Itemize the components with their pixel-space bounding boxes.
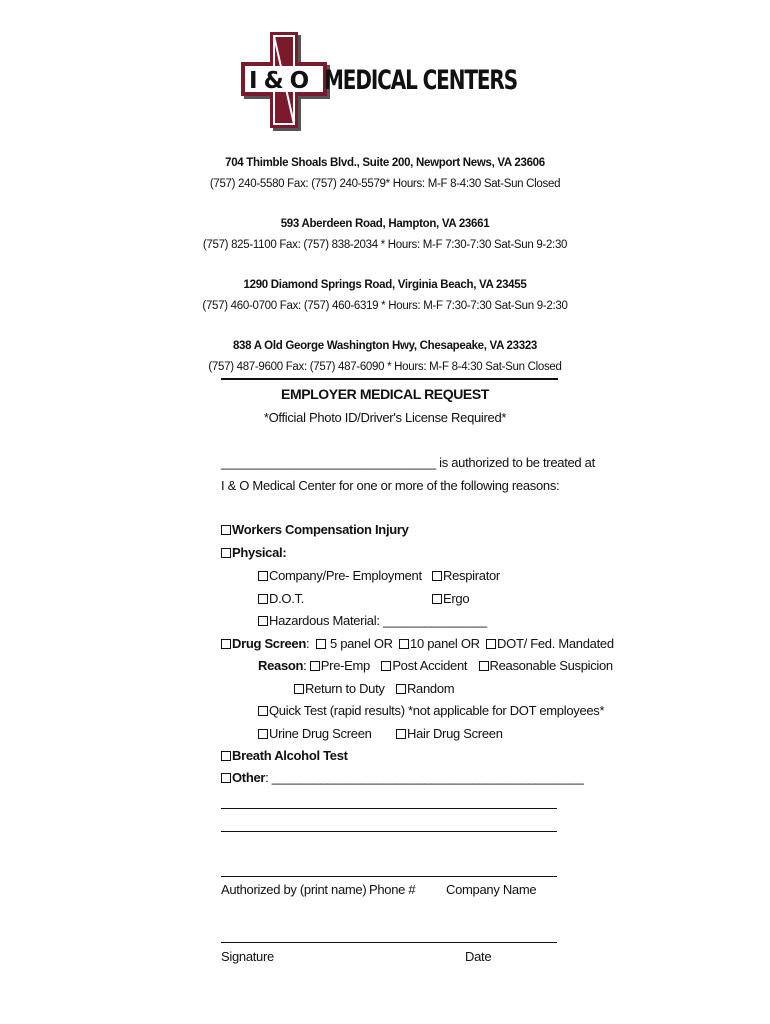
location-3-address: 1290 Diamond Springs Road, Virginia Beach, VA 23455	[243, 279, 527, 291]
physical-option[interactable]	[221, 545, 286, 560]
respirator-checkbox[interactable]	[432, 571, 442, 581]
workers-comp-option[interactable]	[221, 522, 409, 537]
company-name-label: Company Name	[446, 882, 537, 897]
company-pre-option[interactable]	[258, 568, 422, 583]
authorized-by-line[interactable]	[221, 876, 557, 877]
breath-alcohol-label: Breath Alcohol Test	[232, 748, 348, 763]
urine-label: Urine Drug Screen	[269, 726, 372, 741]
drug-screen-row	[221, 636, 614, 651]
phone-label: Phone #	[369, 882, 416, 897]
location-4-contact: (757) 487-9600 Fax: (757) 487-6090 * Hours: M-F 8-4:30 Sat-Sun Closed	[208, 361, 562, 373]
date-label: Date	[465, 949, 492, 964]
company-pre-checkbox[interactable]	[258, 571, 268, 581]
other-label: Other	[232, 770, 266, 785]
pre-emp-label: Pre-Emp	[320, 658, 370, 673]
reason-row-2	[294, 681, 454, 696]
authorization-text: I & O Medical Center for one or more of the following reasons:	[221, 478, 560, 493]
pre-emp-checkbox[interactable]	[310, 661, 320, 671]
urine-checkbox[interactable]	[258, 729, 268, 739]
logo-cross-icon	[236, 32, 526, 132]
workers-comp-checkbox[interactable]	[221, 525, 231, 535]
quick-test-option[interactable]	[258, 703, 604, 718]
ten-panel-label: 10 panel OR	[410, 636, 480, 651]
other-option[interactable]	[221, 770, 584, 785]
reasonable-suspicion-checkbox[interactable]	[479, 661, 489, 671]
signature-label: Signature	[221, 949, 274, 964]
location-1-address: 704 Thimble Shoals Blvd., Suite 200, Newport News, VA 23606	[225, 157, 545, 169]
random-label: Random	[406, 681, 455, 696]
dot-fed-checkbox[interactable]	[486, 639, 496, 649]
svg-text:I & O: I & O	[249, 68, 309, 94]
post-accident-checkbox[interactable]	[381, 661, 391, 671]
hair-option[interactable]	[396, 726, 503, 741]
quick-test-label: Quick Test (rapid results) *not applicable for DOT employees*	[269, 703, 605, 718]
ten-panel-checkbox[interactable]	[399, 639, 409, 649]
five-panel-label: 5 panel OR	[329, 636, 393, 651]
hazardous-option[interactable]	[258, 613, 487, 628]
quick-test-checkbox[interactable]	[258, 706, 268, 716]
five-panel-checkbox[interactable]	[316, 639, 326, 649]
return-to-duty-checkbox[interactable]	[294, 684, 304, 694]
signature-line[interactable]	[221, 942, 557, 943]
other-line[interactable]: : _____________________________________________	[265, 770, 584, 785]
other-line-2[interactable]	[221, 808, 557, 809]
header-divider	[221, 378, 558, 380]
post-accident-label: Post Accident	[392, 658, 468, 673]
return-to-duty-label: Return to Duty	[305, 681, 385, 696]
form-subtitle: *Official Photo ID/Driver's License Required*	[263, 410, 507, 425]
hair-checkbox[interactable]	[396, 729, 406, 739]
location-2-contact: (757) 825-1100 Fax: (757) 838-2034 * Hours: M-F 7:30-7:30 Sat-Sun 9-2:30	[202, 239, 568, 251]
dot-fed-label: DOT/ Fed. Mandated	[497, 636, 614, 651]
location-3-contact: (757) 460-0700 Fax: (757) 460-6319 * Hours: M-F 7:30-7:30 Sat-Sun 9-2:30	[202, 300, 568, 312]
urine-option[interactable]	[258, 726, 372, 741]
company-logo	[236, 32, 526, 132]
breath-alcohol-option[interactable]	[221, 748, 348, 763]
svg-text:MEDICAL CENTERS: MEDICAL CENTERS	[324, 65, 518, 96]
reason-colon: :	[303, 658, 307, 673]
reason-label: Reason	[258, 658, 304, 673]
location-2-address: 593 Aberdeen Road, Hampton, VA 23661	[280, 218, 490, 230]
respirator-option[interactable]	[432, 568, 500, 583]
reason-row	[258, 658, 613, 673]
physical-checkbox[interactable]	[221, 548, 231, 558]
dot-option[interactable]	[258, 591, 304, 606]
dot-label: D.O.T.	[269, 591, 305, 606]
drug-screen-colon: :	[306, 636, 310, 651]
location-1-contact: (757) 240-5580 Fax: (757) 240-5579* Hours: M-F 8-4:30 Sat-Sun Closed	[209, 178, 561, 190]
authorized-by-label: Authorized by (print name)	[221, 882, 367, 897]
company-pre-label: Company/Pre- Employment	[269, 568, 422, 583]
ergo-checkbox[interactable]	[432, 594, 442, 604]
authorized-patient-line[interactable]: _______________________________ is authorized to be treated at	[221, 455, 595, 470]
breath-alcohol-checkbox[interactable]	[221, 751, 231, 761]
random-checkbox[interactable]	[396, 684, 406, 694]
hair-label: Hair Drug Screen	[407, 726, 503, 741]
location-4-address: 838 A Old George Washington Hwy, Chesapeake, VA 23323	[232, 340, 538, 352]
other-line-3[interactable]	[221, 831, 557, 832]
ergo-label: Ergo	[443, 591, 470, 606]
form-title: EMPLOYER MEDICAL REQUEST	[281, 386, 489, 402]
dot-checkbox[interactable]	[258, 594, 268, 604]
hazardous-label: Hazardous Material: _______________	[269, 613, 487, 628]
other-checkbox[interactable]	[221, 773, 231, 783]
reasonable-suspicion-label: Reasonable Suspicion	[489, 658, 613, 673]
respirator-label: Respirator	[443, 568, 500, 583]
drug-screen-checkbox[interactable]	[221, 639, 231, 649]
ergo-option[interactable]	[432, 591, 469, 606]
physical-label: Physical:	[232, 545, 287, 560]
workers-comp-label: Workers Compensation Injury	[232, 522, 409, 537]
drug-screen-label: Drug Screen	[232, 636, 307, 651]
hazardous-checkbox[interactable]	[258, 616, 268, 626]
